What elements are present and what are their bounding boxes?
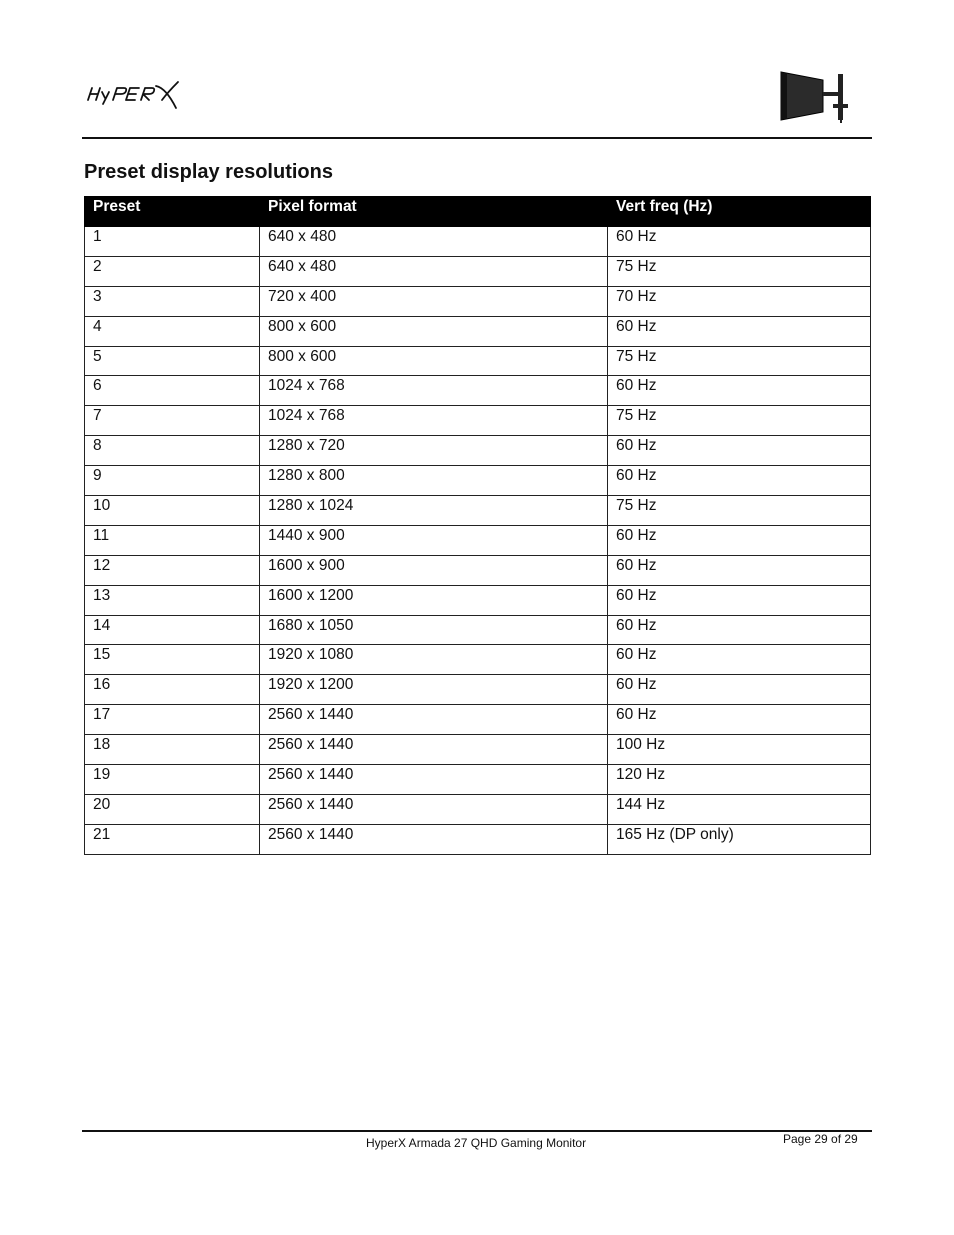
table-row [85, 286, 871, 316]
preset-cell: 19 [85, 765, 260, 795]
pixel-format-cell: 1280 x 800 [260, 466, 608, 496]
table-row [85, 376, 871, 406]
vert-freq-cell: 100 Hz [608, 735, 871, 765]
vert-freq-cell: 75 Hz [608, 406, 871, 436]
footer-divider [82, 1130, 872, 1132]
table-row [85, 705, 871, 735]
footer-page-number: Page 29 of 29 [783, 1132, 858, 1146]
table-row [85, 227, 871, 257]
preset-cell: 13 [85, 585, 260, 615]
pixel-format-cell: 1024 x 768 [260, 376, 608, 406]
vert-freq-cell: 60 Hz [608, 227, 871, 257]
preset-cell: 18 [85, 735, 260, 765]
preset-cell: 5 [85, 346, 260, 376]
table-row [85, 585, 871, 615]
vert-freq-cell: 60 Hz [608, 585, 871, 615]
vert-freq-cell: 60 Hz [608, 645, 871, 675]
resolutions-table [84, 196, 871, 855]
pixel-format-cell: 800 x 600 [260, 316, 608, 346]
preset-cell: 14 [85, 615, 260, 645]
table-row [85, 824, 871, 854]
table-header-row [85, 197, 871, 227]
pixel-format-cell: 1600 x 900 [260, 555, 608, 585]
vert-freq-cell: 60 Hz [608, 675, 871, 705]
preset-cell: 7 [85, 406, 260, 436]
vert-freq-cell: 75 Hz [608, 256, 871, 286]
pixel-format-cell: 1600 x 1200 [260, 585, 608, 615]
table-row [85, 765, 871, 795]
table-row [85, 615, 871, 645]
pixel-format-cell: 2560 x 1440 [260, 765, 608, 795]
table-row [85, 436, 871, 466]
preset-cell: 3 [85, 286, 260, 316]
preset-cell: 16 [85, 675, 260, 705]
vert-freq-cell: 75 Hz [608, 346, 871, 376]
preset-cell: 1 [85, 227, 260, 257]
pixel-format-cell: 1680 x 1050 [260, 615, 608, 645]
table-row [85, 256, 871, 286]
vert-freq-cell: 60 Hz [608, 705, 871, 735]
preset-cell: 12 [85, 555, 260, 585]
column-header-pixel-format: Pixel format [260, 197, 608, 227]
header-divider [82, 137, 872, 139]
section-title: Preset display resolutions [84, 161, 333, 183]
pixel-format-cell: 1440 x 900 [260, 525, 608, 555]
table-row [85, 496, 871, 526]
pixel-format-cell: 1280 x 720 [260, 436, 608, 466]
vert-freq-cell: 60 Hz [608, 376, 871, 406]
preset-cell: 10 [85, 496, 260, 526]
table-row [85, 735, 871, 765]
pixel-format-cell: 2560 x 1440 [260, 794, 608, 824]
pixel-format-cell: 2560 x 1440 [260, 824, 608, 854]
vert-freq-cell: 70 Hz [608, 286, 871, 316]
table-row [85, 346, 871, 376]
column-header-preset: Preset [85, 197, 260, 227]
vert-freq-cell: 75 Hz [608, 496, 871, 526]
pixel-format-cell: 2560 x 1440 [260, 705, 608, 735]
vert-freq-cell: 60 Hz [608, 525, 871, 555]
pixel-format-cell: 1024 x 768 [260, 406, 608, 436]
table-row [85, 645, 871, 675]
table-row [85, 466, 871, 496]
pixel-format-cell: 1920 x 1200 [260, 675, 608, 705]
pixel-format-cell: 640 x 480 [260, 256, 608, 286]
preset-cell: 21 [85, 824, 260, 854]
table-row [85, 525, 871, 555]
table-row [85, 675, 871, 705]
vert-freq-cell: 165 Hz (DP only) [608, 824, 871, 854]
table-row [85, 555, 871, 585]
vert-freq-cell: 60 Hz [608, 615, 871, 645]
preset-cell: 8 [85, 436, 260, 466]
pixel-format-cell: 800 x 600 [260, 346, 608, 376]
table-row [85, 794, 871, 824]
hyperx-logo-icon [84, 78, 184, 114]
table-row [85, 316, 871, 346]
vert-freq-cell: 144 Hz [608, 794, 871, 824]
pixel-format-cell: 640 x 480 [260, 227, 608, 257]
vert-freq-cell: 60 Hz [608, 466, 871, 496]
vert-freq-cell: 60 Hz [608, 436, 871, 466]
preset-cell: 2 [85, 256, 260, 286]
footer-document-title: HyperX Armada 27 QHD Gaming Monitor [366, 1136, 587, 1150]
vert-freq-cell: 60 Hz [608, 316, 871, 346]
pixel-format-cell: 2560 x 1440 [260, 735, 608, 765]
pixel-format-cell: 720 x 400 [260, 286, 608, 316]
preset-cell: 20 [85, 794, 260, 824]
preset-cell: 4 [85, 316, 260, 346]
column-header-vert-freq: Vert freq (Hz) [608, 197, 871, 227]
preset-cell: 11 [85, 525, 260, 555]
vert-freq-cell: 60 Hz [608, 555, 871, 585]
table-row [85, 406, 871, 436]
pixel-format-cell: 1280 x 1024 [260, 496, 608, 526]
preset-cell: 6 [85, 376, 260, 406]
preset-cell: 15 [85, 645, 260, 675]
preset-cell: 17 [85, 705, 260, 735]
vert-freq-cell: 120 Hz [608, 765, 871, 795]
pixel-format-cell: 1920 x 1080 [260, 645, 608, 675]
preset-cell: 9 [85, 466, 260, 496]
monitor-arm-icon [778, 70, 852, 124]
